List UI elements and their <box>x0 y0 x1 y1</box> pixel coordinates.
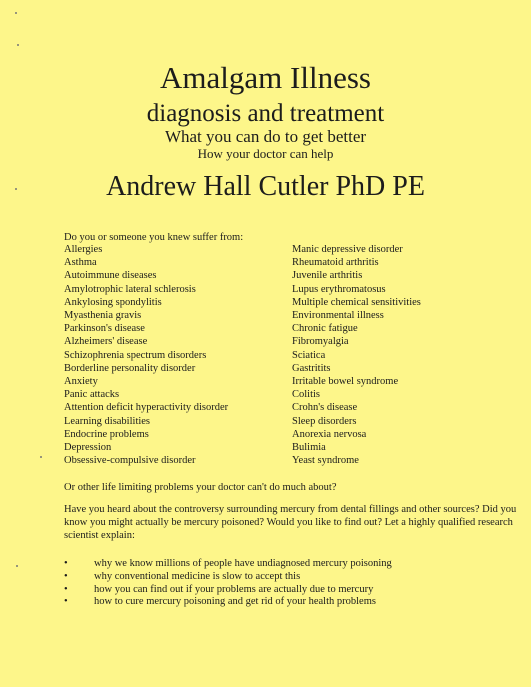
bullet-list <box>64 558 392 609</box>
bullet-marker: • <box>64 570 68 582</box>
bullet-marker: • <box>64 583 68 595</box>
list-item: Juvenile arthritis <box>292 270 363 282</box>
conditions-right-column <box>292 243 421 467</box>
list-item: Parkinson's disease <box>64 323 145 335</box>
list-item: Obsessive-compulsive disorder <box>64 455 196 467</box>
list-item: Rheumatoid arthritis <box>292 257 379 269</box>
body-paragraph: Have you heard about the controversy surrounding mercury from dental fillings and other sources? Did you know you might actually be mercury poisoned? Would you like to find out? Let a highly qualified research scientist explain: <box>64 504 517 541</box>
list-item: Manic depressive disorder <box>292 244 403 255</box>
list-item: Sciatica <box>292 349 326 361</box>
main-title: Amalgam Illness <box>160 60 371 95</box>
tagline-2: How your doctor can help <box>197 146 334 161</box>
list-item: Learning disabilities <box>64 415 151 427</box>
bullet-text: how you can find out if your problems are actually due to mercury <box>94 583 374 595</box>
conditions-left-column <box>64 243 228 467</box>
list-item: Gastritits <box>292 362 331 374</box>
list-item: Autoimmune diseases <box>64 270 157 282</box>
list-item: Bulimia <box>292 442 326 454</box>
bullet-marker: • <box>64 558 68 569</box>
list-item: Borderline personality disorder <box>64 362 196 374</box>
list-item: Chronic fatigue <box>292 323 358 335</box>
paper-speck <box>15 12 17 14</box>
subtitle: diagnosis and treatment <box>146 100 385 127</box>
list-item: Allergies <box>64 244 103 255</box>
list-item: Anorexia nervosa <box>292 428 367 440</box>
bullet-text: why conventional medicine is slow to accept this <box>94 570 301 582</box>
list-item: Crohn's disease <box>292 402 358 414</box>
list-item: Alzheimers' disease <box>64 336 148 348</box>
bullet-item <box>64 584 392 597</box>
list-item: Lupus erythromatosus <box>292 283 386 295</box>
intro-text: Do you or someone you knew suffer from: <box>64 232 244 243</box>
list-item: Asthma <box>64 257 97 269</box>
bullet-item <box>64 558 392 571</box>
list-item: Attention deficit hyperactivity disorder <box>64 402 229 414</box>
list-item: Sleep disorders <box>292 415 357 427</box>
list-item: Depression <box>64 442 112 454</box>
bullet-item <box>64 596 392 609</box>
list-item: Schizophrenia spectrum disorders <box>64 349 207 361</box>
list-item: Environmental illness <box>292 310 384 322</box>
question-text: Or other life limiting problems your doctor can't do much about? <box>64 482 337 493</box>
list-item: Yeast syndrome <box>292 455 359 467</box>
list-item: Fibromyalgia <box>292 336 349 348</box>
list-item: Anxiety <box>64 376 98 388</box>
paper-speck <box>16 565 18 567</box>
bullet-marker: • <box>64 596 68 608</box>
list-item: Panic attacks <box>64 389 120 401</box>
list-item: Amylotrophic lateral schlerosis <box>64 283 196 295</box>
bullet-item <box>64 571 392 584</box>
tagline-1: What you can do to get better <box>164 127 367 146</box>
bullet-text: how to cure mercury poisoning and get rid of your health problems <box>94 596 376 608</box>
list-item: Endocrine problems <box>64 428 149 440</box>
list-item: Multiple chemical sensitivities <box>292 296 421 308</box>
list-item: Irritable bowel syndrome <box>292 376 399 388</box>
paper-speck <box>17 44 19 46</box>
title-block <box>0 60 531 203</box>
list-item: Ankylosing spondylitis <box>64 296 162 308</box>
bullet-text: why we know millions of people have undiagnosed mercury poisoning <box>94 558 392 569</box>
list-item: Colitis <box>292 389 321 401</box>
list-item: Myasthenia gravis <box>64 310 142 322</box>
paper-speck <box>40 456 42 458</box>
author-name: Andrew Hall Cutler PhD PE <box>106 171 425 202</box>
